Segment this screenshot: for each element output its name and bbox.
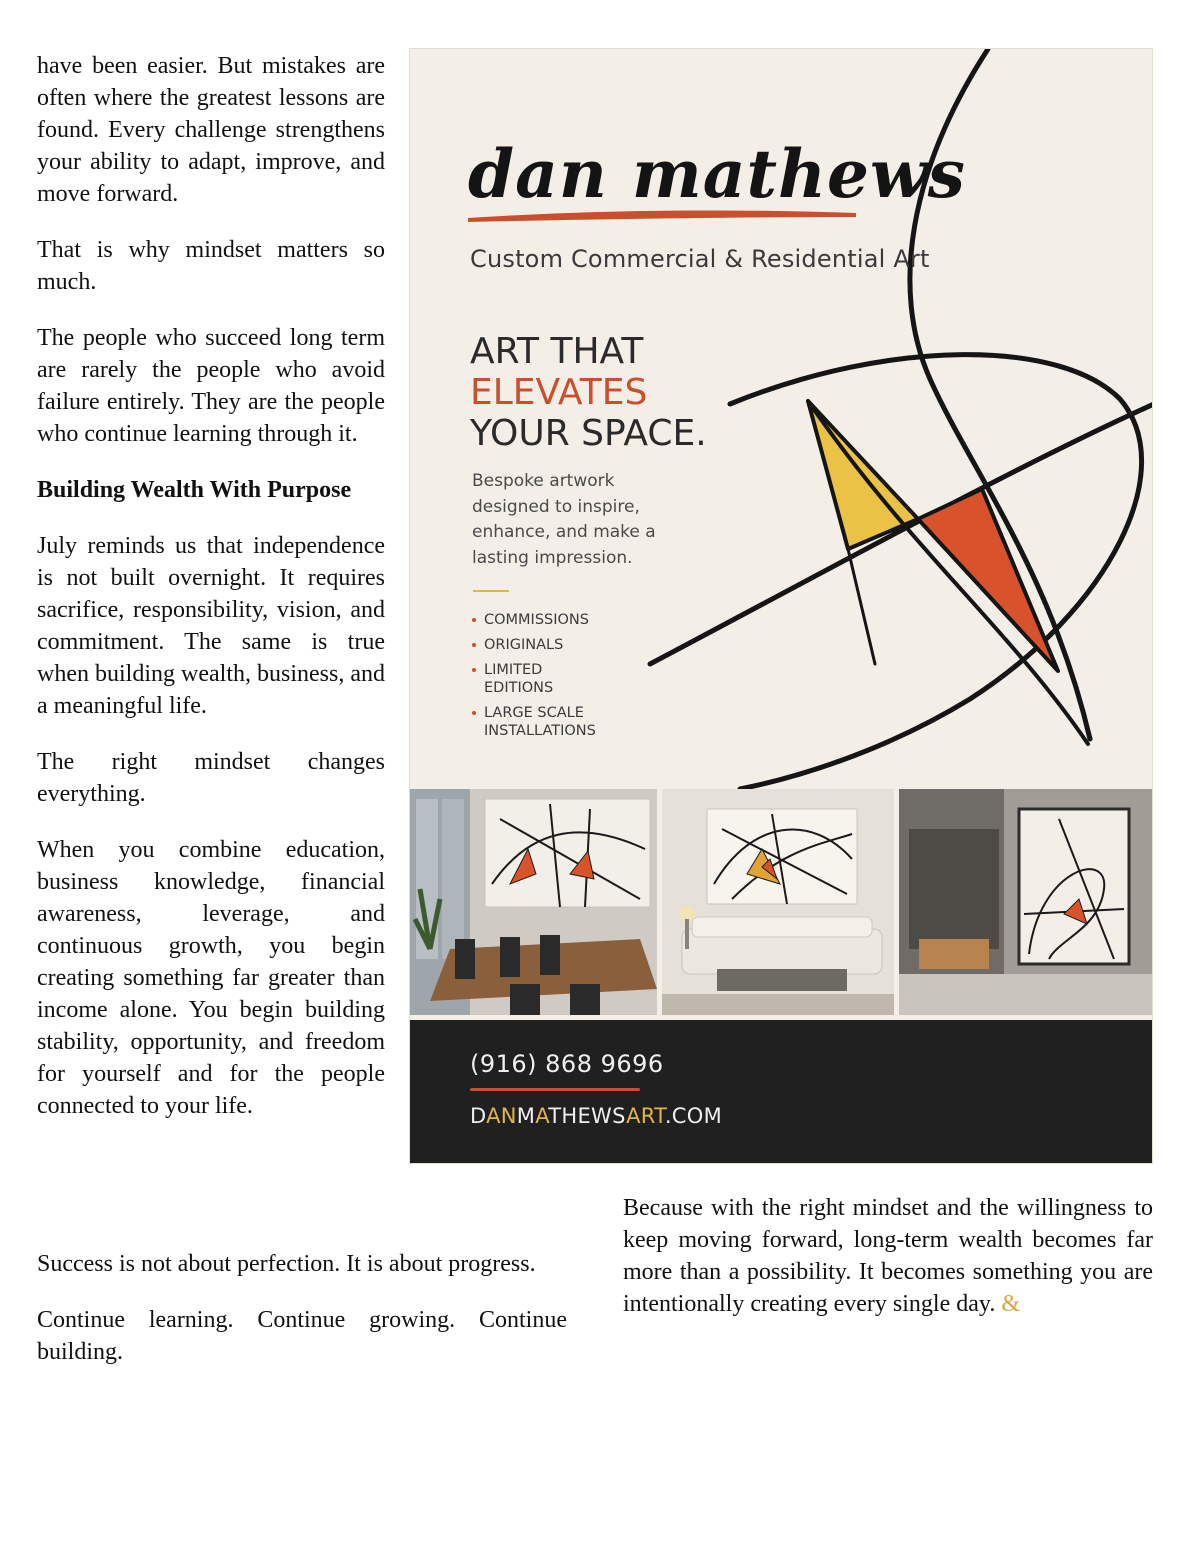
advertisement [409,48,1153,1164]
paragraph: The people who succeed long term are rarely the people who avoid failure entirely. They are the people who continue learning through it. [37,325,385,447]
website-part: AN [486,1104,517,1128]
ad-tagline: Custom Commercial & Residential Art [470,245,930,273]
ad-footer [410,1020,1153,1164]
ad-description: Bespoke artwork designed to inspire, enhance, and make a lasting impression. [472,471,656,568]
website-link[interactable] [470,1104,722,1128]
website-part: ART [626,1104,665,1128]
bottom-right-column [623,1192,1153,1344]
headline-line: ART THAT [470,331,644,372]
section-heading: Building Wealth With Purpose [37,477,352,503]
phone-number[interactable]: (916) 868 9696 [470,1050,664,1078]
paragraph: Continue learning. Continue growing. Continue building. [37,1307,567,1365]
services-list [472,611,614,747]
paragraph: have been easier. But mistakes are often where the greatest lessons are found. Every challenge strengthens your ability to adapt, improve, and move forward. [37,53,385,207]
service-item: ORIGINALS [472,636,614,654]
ad-headline [470,331,707,454]
website-part: THEWS [548,1104,627,1128]
paragraph: July reminds us that independence is not built overnight. It requires sacrifice, responsibility, vision, and commitment. The same is true when building wealth, business, and a meaningful life. [37,533,385,719]
end-mark: & [1001,1291,1020,1317]
paragraph [623,1192,1153,1320]
service-item: LARGE SCALE INSTALLATIONS [472,704,614,740]
website-part: A [535,1104,549,1128]
left-column [37,50,385,1146]
service-item: LIMITED EDITIONS [472,661,614,697]
divider [470,1088,640,1091]
lobby-photo [899,789,1153,1015]
headline-line: YOUR SPACE. [470,413,707,454]
website-part: D [470,1104,487,1128]
paragraph: That is why mindset matters so much. [37,237,385,295]
paragraph: The right mindset changes everything. [37,749,385,807]
paragraph: Success is not about perfection. It is about progress. [37,1251,536,1277]
brand-logo: dan mathews [468,135,966,213]
office-photo [410,789,657,1015]
paragraph: When you combine education, business knowledge, financial awareness, leverage, and continuous growth, you begin creating something far greater than income alone. You begin building stability, opportunity, and freedom for yourself and for the people connected to your life. [37,837,385,1119]
website-part: .COM [664,1104,722,1128]
paragraph-text: Because with the right mindset and the willingness to keep moving forward, long-term wealth becomes far more than a possibility. It becomes something you are intentionally creating every single day. [623,1195,1153,1317]
service-item: COMMISSIONS [472,611,614,629]
headline-line-accent: ELEVATES [470,372,648,413]
website-part: M [516,1104,536,1128]
living-room-photo [662,789,894,1015]
divider [473,590,509,592]
bottom-left-column [37,1248,567,1392]
